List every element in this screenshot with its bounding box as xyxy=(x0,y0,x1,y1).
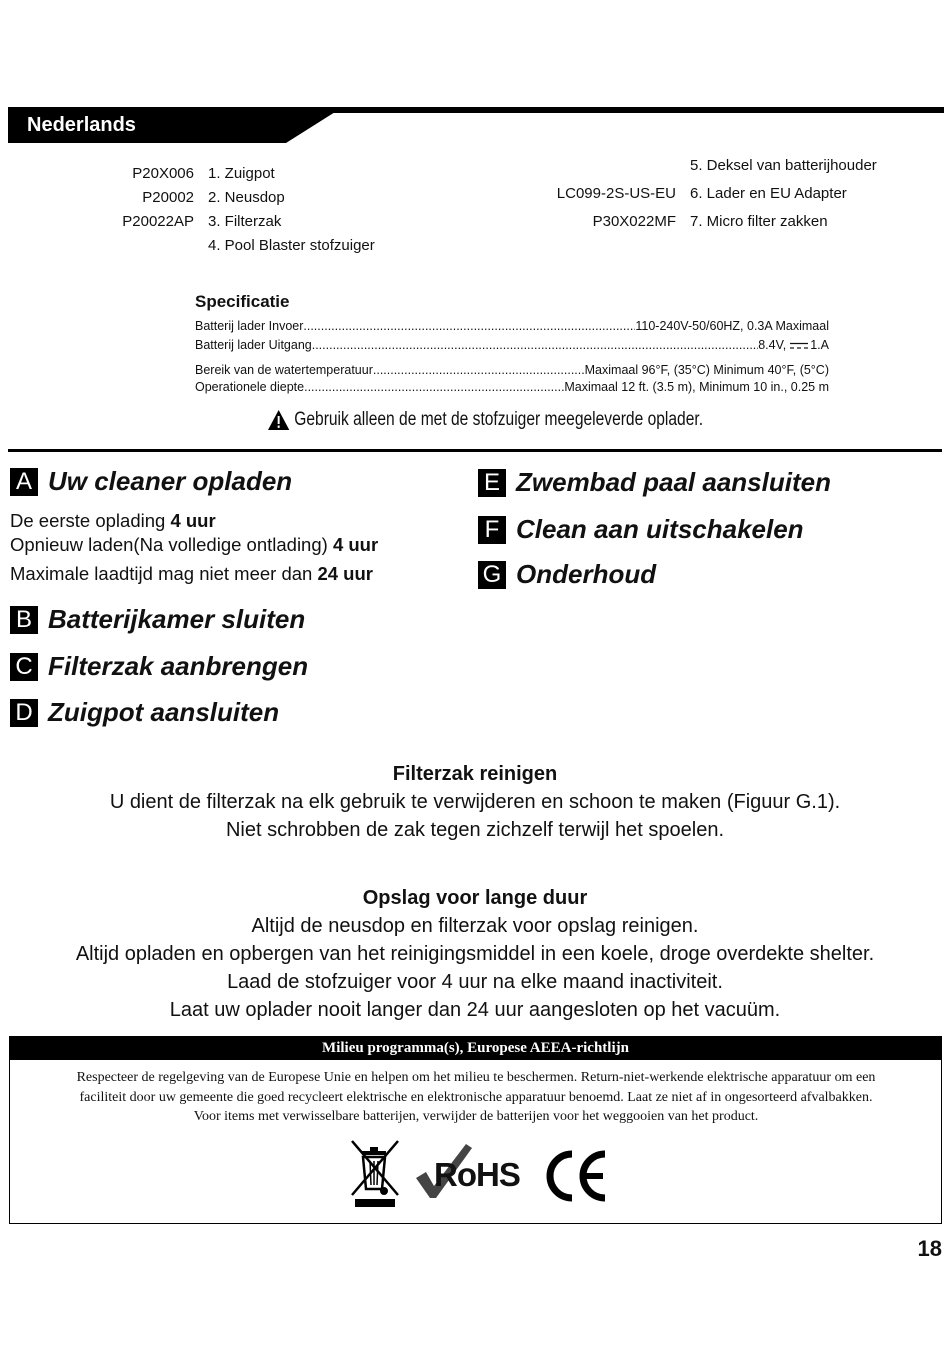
charge-text: De eerste oplading xyxy=(10,510,171,531)
filter-clean-line: Niet schrobben de zak tegen zichzelf terwijl het spoelen. xyxy=(225,819,725,841)
part-label: 6. Lader en EU Adapter xyxy=(690,185,847,202)
spec-label: Batterij lader Invoer xyxy=(195,319,304,333)
part-label: 1. Zuigpot xyxy=(208,165,275,182)
page-number: 18 xyxy=(917,1236,942,1261)
spec-dots xyxy=(304,380,564,394)
warning-icon xyxy=(268,410,289,430)
section-divider xyxy=(8,449,942,452)
charge-line xyxy=(10,563,373,585)
spec-dots xyxy=(303,319,635,333)
section-title: Onderhoud xyxy=(516,559,657,589)
part-label: 3. Filterzak xyxy=(208,213,282,230)
ce-mark-icon xyxy=(543,1150,609,1202)
warning-text: Gebruik alleen de met de stofzuiger meegeleverde oplader. xyxy=(294,409,704,430)
section-letter: E xyxy=(478,469,506,497)
rohs-logo xyxy=(414,1142,534,1200)
charger-warning xyxy=(268,409,703,431)
section-a-heading xyxy=(10,466,292,497)
section-letter: G xyxy=(478,561,506,589)
spec-dots xyxy=(312,338,758,352)
spec-row xyxy=(195,380,829,394)
section-title: Zuigpot aansluiten xyxy=(48,697,280,727)
part-label: 7. Micro filter zakken xyxy=(690,213,828,230)
section-c-heading xyxy=(10,651,308,682)
section-title: Clean aan uitschakelen xyxy=(516,514,804,544)
spec-row xyxy=(195,338,829,352)
spec-value-voltage: 8.4V, xyxy=(758,338,787,352)
section-letter: A xyxy=(10,468,38,496)
weee-bin-icon xyxy=(348,1137,402,1209)
charge-text: Maximale laadtijd mag niet meer dan xyxy=(10,563,318,584)
spec-label: Operationele diepte xyxy=(195,380,305,394)
section-e-heading xyxy=(478,467,831,498)
spec-row xyxy=(195,319,829,333)
dc-current-icon xyxy=(790,342,808,350)
charge-duration: 4 uur xyxy=(332,534,379,555)
charge-line xyxy=(10,510,216,532)
storage-line: Laad de stofzuiger voor 4 uur na elke maand inactiviteit. xyxy=(227,971,723,993)
part-code: P20022AP xyxy=(122,213,194,230)
charge-duration: 24 uur xyxy=(317,563,373,584)
part-code: P20X006 xyxy=(132,165,194,182)
section-d-heading xyxy=(10,697,279,728)
part-label: 2. Neusdop xyxy=(208,189,285,206)
part-code: P30X022MF xyxy=(592,213,676,230)
section-g-heading xyxy=(478,559,656,590)
section-b-heading xyxy=(10,604,305,635)
environment-text xyxy=(20,1068,932,1127)
spec-value xyxy=(758,338,829,352)
part-code: P20002 xyxy=(142,189,194,206)
spec-value-current: 1.A xyxy=(810,338,829,352)
section-title: Batterijkamer sluiten xyxy=(48,604,306,634)
filter-clean-line: U dient de filterzak na elk gebruik te verwijderen en schoon te maken (Figuur G.1). xyxy=(109,791,841,813)
storage-line: Altijd de neusdop en filterzak voor opslag reinigen. xyxy=(251,915,699,937)
spec-value: Maximaal 96°F, (35°C) Minimum 40°F, (5°C) xyxy=(584,363,829,377)
section-letter: F xyxy=(478,516,506,544)
section-f-heading xyxy=(478,514,804,545)
storage-title: Opslag voor lange duur xyxy=(362,887,588,909)
environment-line: faciliteit door uw gemeente die goed recycleert elektrische en elektronische apparatuur benoemd. Laat ze niet af in ongesorteerd afvalbakken. xyxy=(79,1089,873,1105)
spec-title: Specificatie xyxy=(195,292,290,311)
section-title: Filterzak aanbrengen xyxy=(48,651,309,681)
part-code: LC099-2S-US-EU xyxy=(556,185,676,202)
section-title: Uw cleaner opladen xyxy=(48,466,293,496)
filter-clean-title: Filterzak reinigen xyxy=(392,763,558,785)
section-title: Zwembad paal aansluiten xyxy=(516,467,831,497)
section-letter: B xyxy=(10,606,38,634)
spec-value: 110-240V-50/60HZ, 0.3A Maximaal xyxy=(635,319,829,333)
charge-duration: 4 uur xyxy=(170,510,216,531)
part-label: 4. Pool Blaster stofzuiger xyxy=(208,237,375,254)
part-label: 5. Deksel van batterijhouder xyxy=(690,157,877,174)
spec-label: Bereik van de watertemperatuur xyxy=(195,363,373,377)
charge-text: Opnieuw laden(Na volledige ontlading) xyxy=(10,534,333,555)
storage-line: Altijd opladen en opbergen van het reinigingsmiddel in een koele, droge overdekte shelter. xyxy=(75,943,875,965)
environment-line: Voor items met verwisselbare batterijen, verwijder de batterijen voor het weggooien van het product. xyxy=(193,1109,759,1124)
environment-title: Milieu programma(s), Europese AEEA-richtlijn xyxy=(9,1036,942,1060)
spec-row xyxy=(195,363,829,377)
storage-line: Laat uw oplader nooit langer dan 24 uur aangesloten op het vacuüm. xyxy=(169,999,781,1021)
section-letter: D xyxy=(10,699,38,727)
language-title: Nederlands xyxy=(27,114,136,136)
spec-value: Maximaal 12 ft. (3.5 m), Minimum 10 in., 0.25 m xyxy=(564,380,829,394)
rohs-text: RoHS xyxy=(434,1156,520,1193)
environment-line: Respecteer de regelgeving van de Europese Unie en helpen om het milieu te beschermen. Return-niet-werkende elektrische apparatuur om een xyxy=(76,1070,876,1085)
charge-line xyxy=(10,534,378,556)
section-letter: C xyxy=(10,653,38,681)
spec-label: Batterij lader Uitgang xyxy=(195,338,312,352)
spec-dots xyxy=(373,363,585,377)
